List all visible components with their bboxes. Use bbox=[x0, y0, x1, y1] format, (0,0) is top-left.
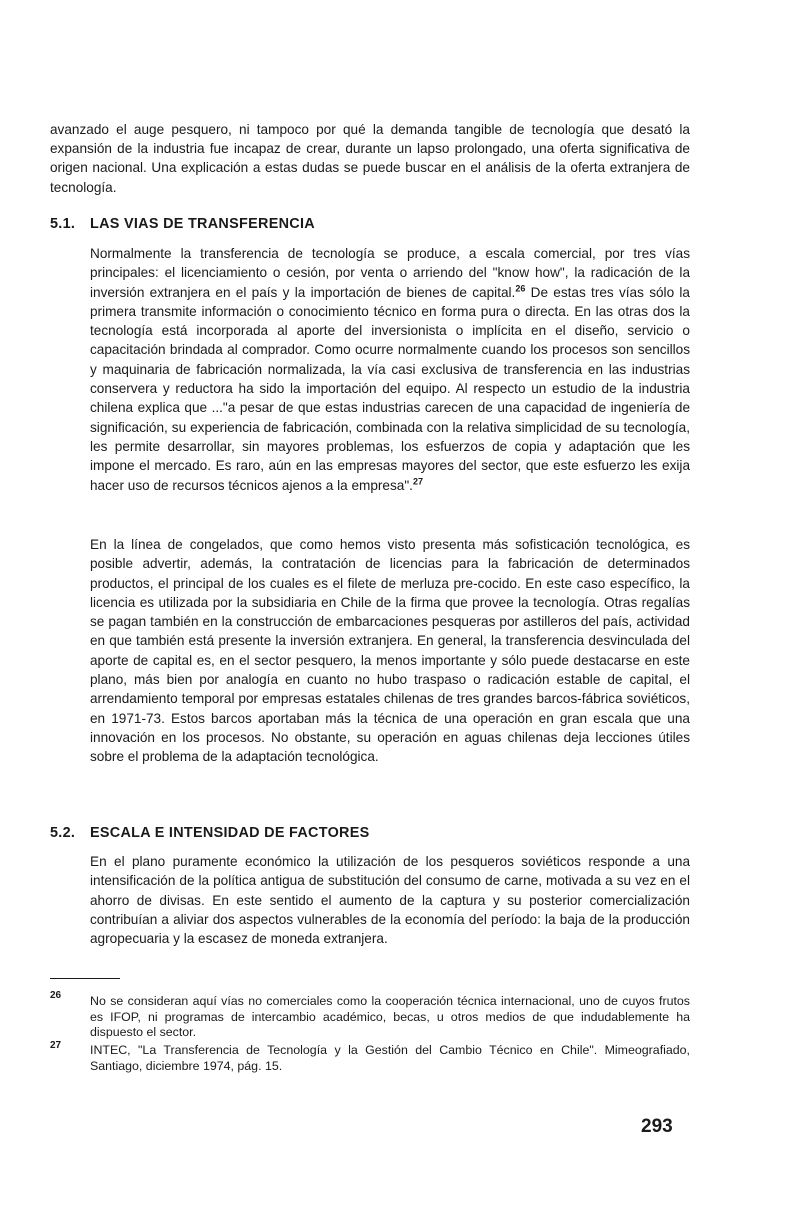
page-number: 293 bbox=[641, 1116, 673, 1137]
footnote-reference: 27 bbox=[412, 476, 423, 487]
footnote-divider bbox=[50, 978, 120, 979]
footnote-number: 27 bbox=[50, 1040, 62, 1051]
section-title: LAS VIAS DE TRANSFERENCIA bbox=[90, 216, 315, 232]
section-number: 5.2. bbox=[50, 825, 76, 841]
section-number: 5.1. bbox=[50, 216, 76, 232]
section-heading-escala bbox=[50, 825, 370, 841]
section-heading-vias bbox=[50, 216, 315, 232]
paragraph-text: De estas tres vías sólo la primera transmite información o conocimiento técnico en forma pura o directa. En las otras dos la tecnología está incorporada al aporte del inversionista o implícita en el diseño, servicio o capacitación brindada al comprador. Como ocurre normalmente cuando los procesos son sencillos y maquinaria de fabricación normalizada, la vía casi exclusiva de transferencia en las industrias conservera y reductora ha sido la importación del equipo. Al respecto un estudio de la industria chilena explica que ..."a pesar de que estas industrias carecen de una capacidad de ingeniería de significación, su experiencia de fabricación, combinada con la relativa simplicidad de su tecnología, les permite desarrollar, sin mayores problemas, los esfuerzos de copia y adaptación que les impone el mercado. Es raro, aún en las empresas mayores del sector, que este esfuerzo les exija hacer uso de recursos técnicos ajenos a la empresa". bbox=[90, 284, 690, 493]
footnote-text: INTEC, "La Transferencia de Tecnología y la Gestión del Cambio Técnico en Chile". Mimeografiado, Santiago, diciembre 1974, pág. 15. bbox=[90, 1043, 690, 1073]
section-paragraph: En la línea de congelados, que como hemos visto presenta más sofisticación tecnológica, es posible advertir, además, la contratación de licencias para la fabricación de determinados productos, el principal de los cuales es el filete de merluza pre-cocido. En este caso específico, la licencia es utilizada por la subsidiaria en Chile de la firma que provee la tecnología. Otras regalías se pagan también en la construcción de embarcaciones pesqueras por astilleros del país, actividad en que también está presente la inversión extranjera. En general, la transferencia desvinculada del aporte de capital es, en el sector pesquero, la menos importante y sólo puede destacarse en este plano, más bien por analogía en cuanto no hubo traspaso o radicación estable de capital, el arrendamiento temporal por empresas estatales chilenas de tres grandes barcos-fábrica soviéticos, en 1971-73. Estos barcos aportaban más la técnica de una operación en gran escala que una innovación en los procesos. No obstante, su operación en aguas chilenas deja lecciones útiles sobre el problema de la adaptación tecnológica. bbox=[90, 537, 690, 765]
footnote-number: 26 bbox=[50, 990, 62, 1001]
footnote-reference: 26 bbox=[515, 283, 526, 294]
paragraph-text: Normalmente la transferencia de tecnología se produce, a escala comercial, por tres vías principales: el licenciamiento o cesión, por venta o arriendo del "know how", la radicación de la inversión extranjera en el país y la importación de bienes de capital. bbox=[90, 246, 690, 300]
section-title: ESCALA E INTENSIDAD DE FACTORES bbox=[90, 825, 370, 841]
intro-paragraph: avanzado el auge pesquero, ni tampoco por qué la demanda tangible de tecnología que desató la expansión de la industria fue incapaz de crear, durante un lapso prolongado, una oferta significativa de origen nacional. Una explicación a estas dudas se puede buscar en el análisis de la oferta extranjera de tecnología. bbox=[50, 122, 690, 195]
section-paragraph: En el plano puramente económico la utilización de los pesqueros soviéticos responde a una intensificación de la política antigua de substitución del consumo de carne, motivada a su vez en el ahorro de divisas. En este sentido el aumento de la captura y su posterior comercialización contribuían a aliviar dos aspectos vulnerables de la economía del período: la baja de la producción agropecuaria y la escasez de moneda extranjera. bbox=[90, 854, 690, 947]
footnote-text: No se consideran aquí vías no comerciales como la cooperación técnica internacional, uno de cuyos frutos es IFOP, ni programas de intercambio académico, becas, u otros medios de que indudablemente ha dispuesto el sector. bbox=[90, 994, 690, 1039]
section-paragraph bbox=[90, 244, 690, 495]
